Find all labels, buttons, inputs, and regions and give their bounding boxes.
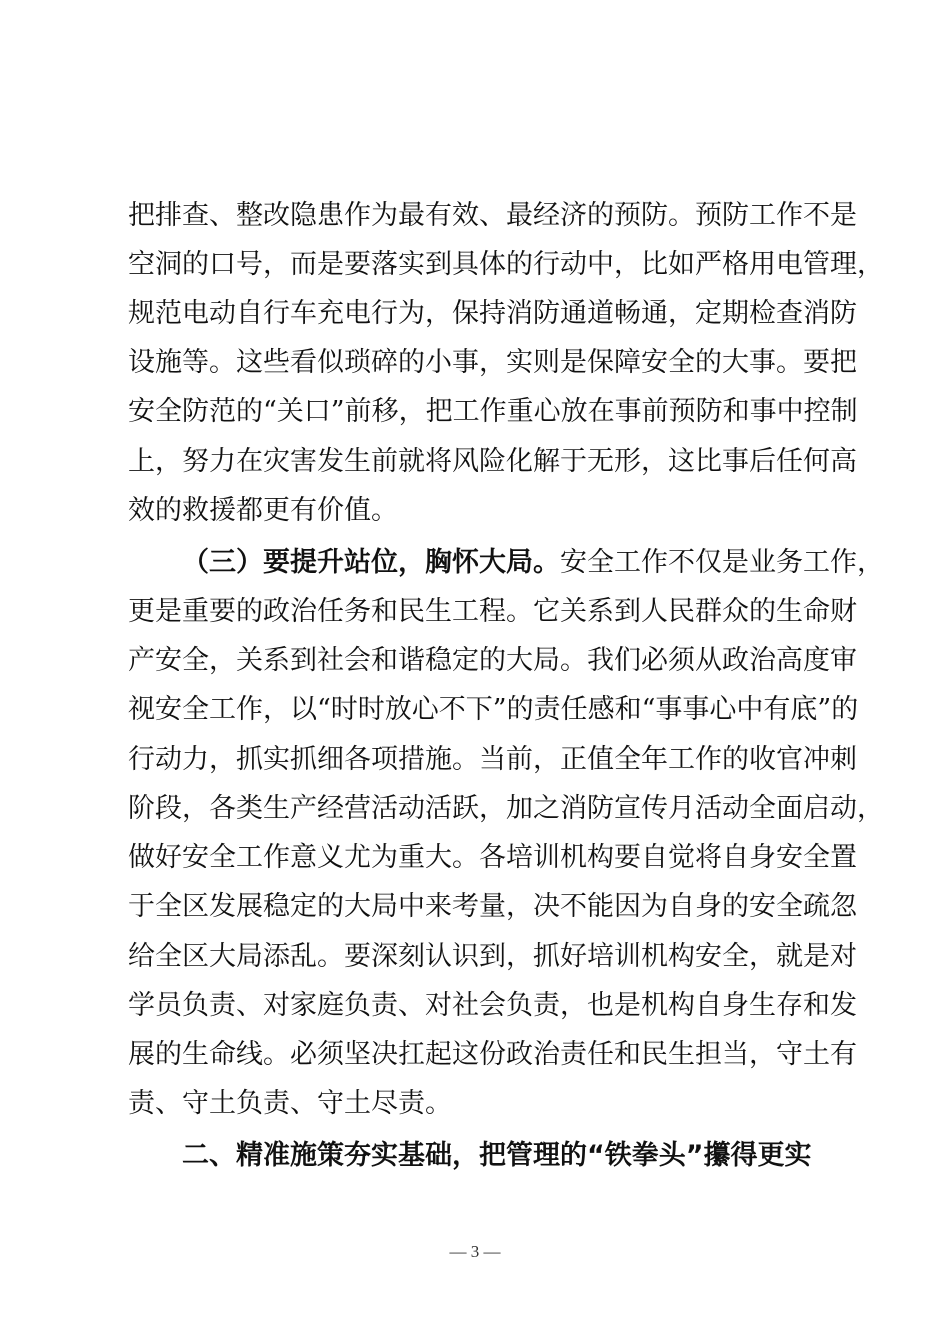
paragraph-2-line-2: 更是重要的政治任务和民生工程。它关系到人民群众的生命财 [128, 596, 857, 627]
paragraph-2-line-3: 产安全，关系到社会和谐稳定的大局。我们必须从政治高度审 [128, 645, 857, 676]
paragraph-1-line-4: 设施等。这些看似琐碎的小事，实则是保障安全的大事。要把 [128, 347, 857, 378]
paragraph-2-line-7: 做好安全工作意义尤为重大。各培训机构要自觉将自身安全置 [128, 842, 857, 873]
paragraph-2-line-12: 责、守土负责、守土尽责。 [128, 1088, 452, 1119]
paragraph-1-line-1: 把排查、整改隐患作为最有效、最经济的预防。预防工作不是 [128, 200, 857, 231]
page-number: — 3 — [449, 1242, 501, 1261]
paragraph-1-line-7: 效的救援都更有价值。 [128, 495, 398, 526]
paragraph-1-line-5: 安全防范的“关口”前移，把工作重心放在事前预防和事中控制 [128, 396, 858, 427]
paragraph-2-line-1 [182, 543, 884, 583]
paragraph-1-line-6: 上，努力在灾害发生前就将风险化解于无形，这比事后任何高 [128, 446, 857, 477]
paragraph-1-line-3: 规范电动自行车充电行为，保持消防通道畅通，定期检查消防 [128, 298, 857, 329]
paragraph-2-line-10: 学员负责、对家庭负责、对社会负责，也是机构自身生存和发 [128, 990, 857, 1021]
paragraph-2-first-line-text: 安全工作不仅是业务工作， [560, 547, 884, 578]
paragraph-2-line-4: 视安全工作，以“时时放心不下”的责任感和“事事心中有底”的 [128, 694, 859, 725]
paragraph-2-line-6: 阶段，各类生产经营活动活跃，加之消防宣传月活动全面启动， [128, 793, 884, 824]
paragraph-2-heading: （三）要提升站位，胸怀大局。 [182, 547, 560, 578]
paragraph-2-line-11: 展的生命线。必须坚决扛起这份政治责任和民生担当，守土有 [128, 1039, 857, 1070]
paragraph-2-line-8: 于全区发展稳定的大局中来考量，决不能因为自身的安全疏忽 [128, 891, 857, 922]
paragraph-2-line-9: 给全区大局添乱。要深刻认识到，抓好培训机构安全，就是对 [128, 941, 857, 972]
paragraph-1-line-2: 空洞的口号，而是要落实到具体的行动中，比如严格用电管理， [128, 249, 884, 280]
section-heading: 二、精准施策夯实基础，把管理的“铁拳头”攥得更实 [182, 1140, 812, 1171]
paragraph-2-line-5: 行动力，抓实抓细各项措施。当前，正值全年工作的收官冲刺 [128, 744, 857, 775]
